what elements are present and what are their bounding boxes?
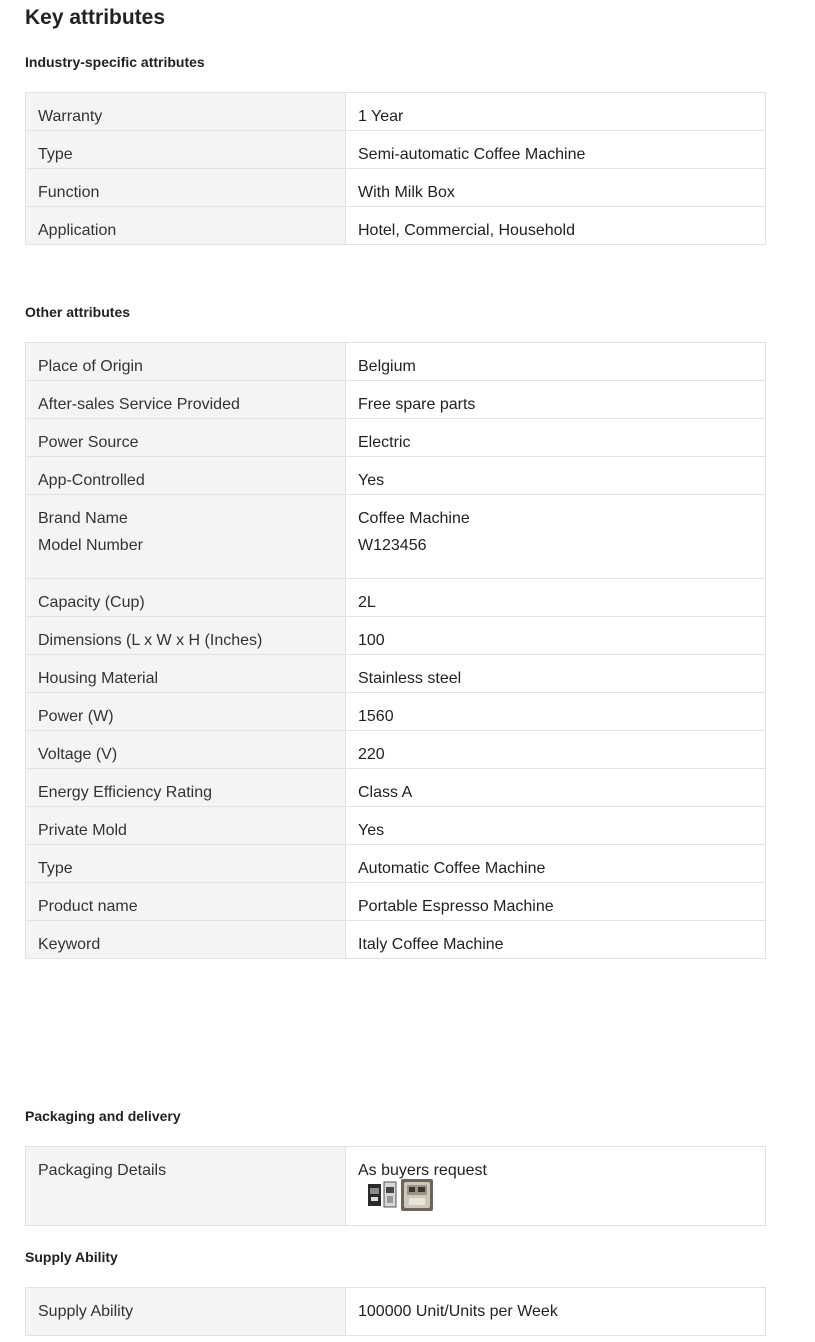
attribute-value: Free spare parts (358, 396, 476, 413)
supply-table (25, 1287, 766, 1336)
attribute-key: Power Source (38, 434, 139, 451)
table-row (26, 579, 766, 617)
attribute-value: 1 Year (358, 108, 404, 125)
attribute-key: Capacity (Cup) (38, 594, 145, 611)
attribute-value: W123456 (358, 537, 427, 554)
attribute-key: Place of Origin (38, 358, 143, 375)
attribute-key: Model Number (38, 537, 143, 554)
attribute-key: Type (38, 146, 73, 163)
attribute-value: Belgium (358, 358, 416, 375)
table-row (26, 883, 766, 921)
table-row (26, 1147, 766, 1226)
attribute-value: As buyers request (358, 1162, 487, 1179)
table-row (26, 457, 766, 495)
attribute-value: 1560 (358, 708, 394, 725)
table-row (26, 1288, 766, 1336)
table-row (26, 921, 766, 959)
section-title-packaging: Packaging and delivery (25, 1108, 181, 1124)
attribute-value: Automatic Coffee Machine (358, 860, 546, 877)
attribute-value: Semi-automatic Coffee Machine (358, 146, 586, 163)
attribute-key: Power (W) (38, 708, 114, 725)
attribute-value: 100000 Unit/Units per Week (358, 1303, 558, 1320)
attribute-key: Energy Efficiency Rating (38, 784, 213, 801)
table-row (26, 495, 766, 579)
attribute-value: Stainless steel (358, 670, 462, 687)
attribute-key: Keyword (38, 936, 101, 953)
attribute-value: Electric (358, 434, 411, 451)
section-title-other: Other attributes (25, 304, 131, 320)
other-attributes-table (25, 342, 766, 959)
packaging-table (25, 1146, 766, 1226)
coffee-machine-thumbnail[interactable] (401, 1179, 433, 1211)
attribute-key: Housing Material (38, 670, 159, 687)
table-row (26, 169, 766, 207)
attribute-value: Hotel, Commercial, Household (358, 222, 575, 239)
table-row (26, 93, 766, 131)
table-row (26, 381, 766, 419)
attribute-key: Supply Ability (38, 1303, 134, 1320)
attribute-key: Private Mold (38, 822, 127, 839)
attribute-value: 2L (358, 594, 376, 611)
table-row (26, 845, 766, 883)
attribute-key: After-sales Service Provided (38, 396, 240, 413)
attribute-value: Portable Espresso Machine (358, 898, 554, 915)
attribute-value: Coffee Machine (358, 510, 470, 527)
table-row (26, 655, 766, 693)
table-row (26, 731, 766, 769)
attribute-key: Warranty (38, 108, 103, 125)
table-row (26, 769, 766, 807)
table-row (26, 131, 766, 169)
attribute-key: Function (38, 184, 100, 201)
industry-attributes-table (25, 92, 766, 245)
attribute-key: Application (38, 222, 117, 239)
table-row (26, 617, 766, 655)
packaging-images (366, 1179, 753, 1223)
attribute-value: Yes (358, 472, 385, 489)
attribute-key: Type (38, 860, 73, 877)
table-row (26, 807, 766, 845)
attribute-value: Italy Coffee Machine (358, 936, 504, 953)
coffee-machine-thumbnail[interactable] (366, 1179, 398, 1211)
table-row (26, 343, 766, 381)
page-title: Key attributes (25, 6, 166, 29)
attribute-key: Voltage (V) (38, 746, 118, 763)
attribute-key: Product name (38, 898, 138, 915)
attribute-value: Yes (358, 822, 385, 839)
attribute-value: 220 (358, 746, 385, 763)
attribute-value: 100 (358, 632, 385, 649)
table-row (26, 207, 766, 245)
attribute-key: Packaging Details (38, 1162, 167, 1179)
attribute-value: Class A (358, 784, 413, 801)
attribute-value: With Milk Box (358, 184, 455, 201)
section-title-supply: Supply Ability (25, 1249, 118, 1265)
attribute-key: App-Controlled (38, 472, 145, 489)
table-row (26, 693, 766, 731)
section-title-industry: Industry-specific attributes (25, 54, 205, 70)
table-row (26, 419, 766, 457)
attribute-key: Brand Name (38, 510, 128, 527)
attribute-key: Dimensions (L x W x H (Inches) (38, 632, 263, 649)
